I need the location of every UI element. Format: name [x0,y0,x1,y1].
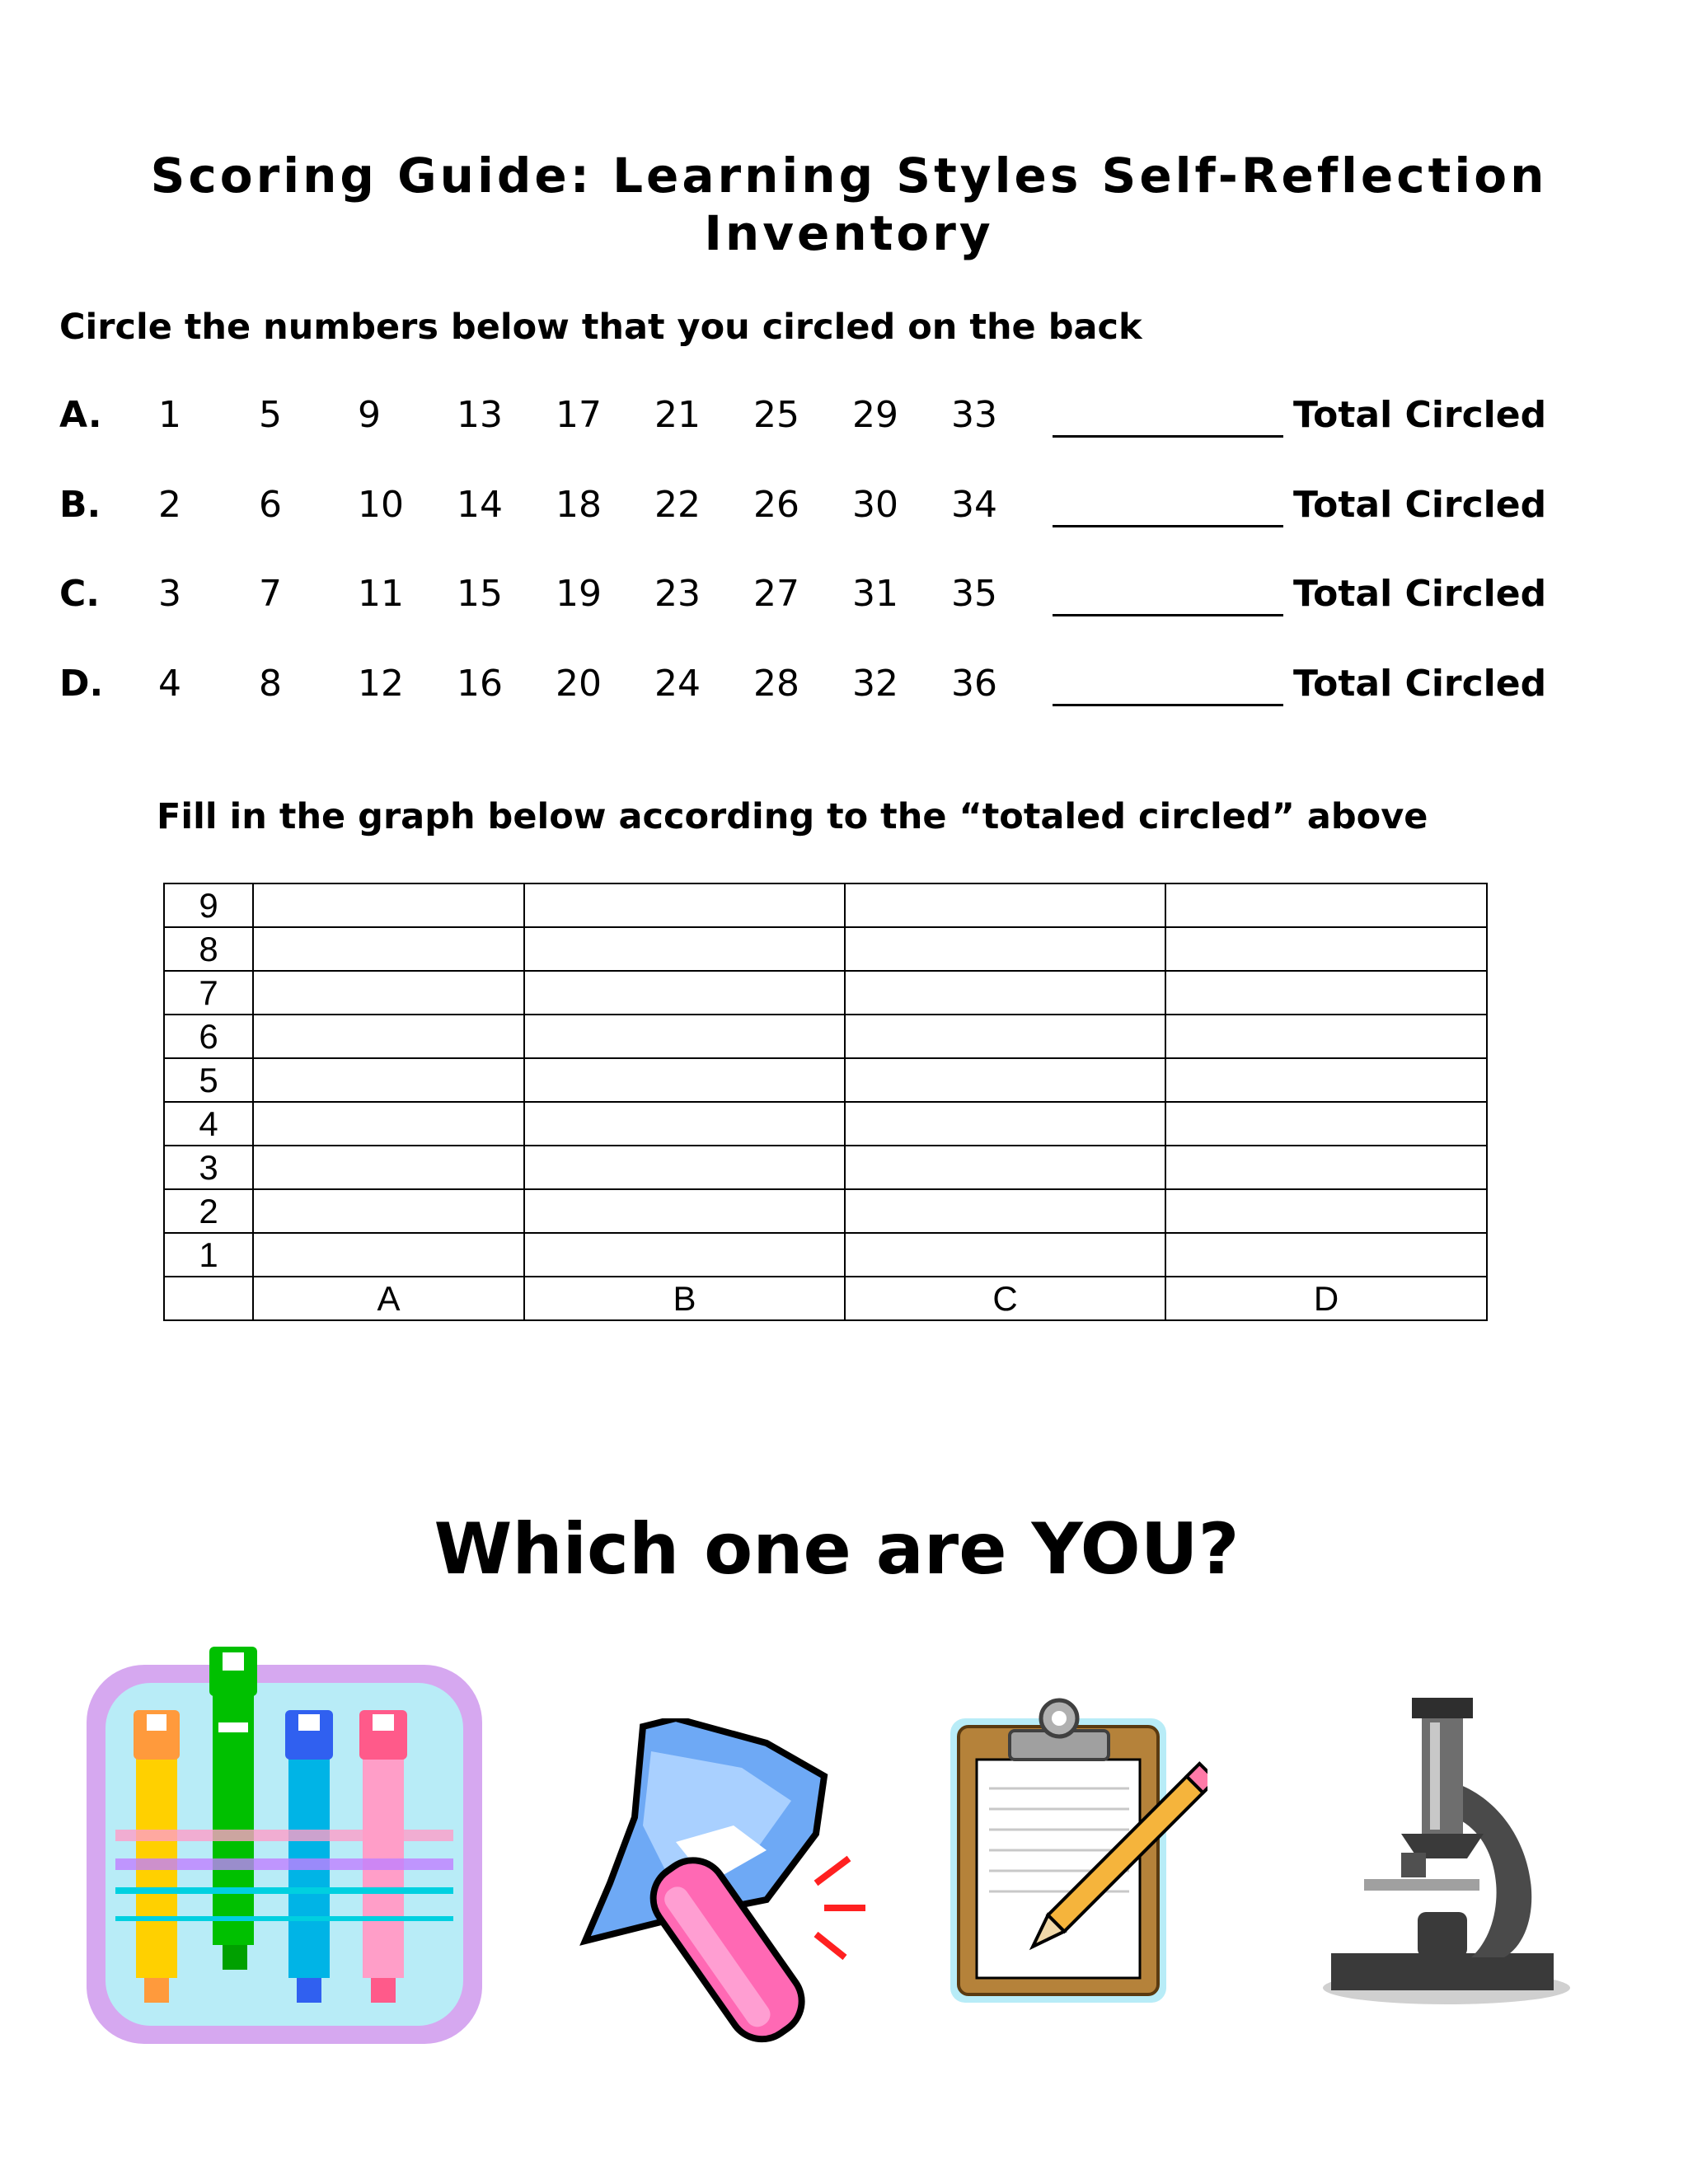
graph-cell[interactable] [1165,971,1487,1015]
graph-cell[interactable] [845,1233,1165,1277]
item-number[interactable]: 1 [158,394,181,436]
graph-row [164,927,1487,971]
item-number[interactable]: 8 [259,663,282,705]
graph-y-label: 8 [164,927,253,971]
graph-column-label: A [253,1277,524,1320]
graph-cell[interactable] [253,927,524,971]
graph-cell[interactable] [1165,1015,1487,1058]
graph-column-label: B [524,1277,845,1320]
graph-row [164,1146,1487,1189]
total-blank-line[interactable] [1053,614,1283,616]
graph-y-label: 4 [164,1102,253,1146]
graph-cell[interactable] [1165,1189,1487,1233]
graph-cell[interactable] [1165,1058,1487,1102]
graph-row [164,1102,1487,1146]
item-number[interactable]: 17 [556,394,602,436]
graph-cell[interactable] [253,883,524,927]
graph-cell[interactable] [845,971,1165,1015]
graph-cell[interactable] [1165,1233,1487,1277]
results-graph [163,883,1488,1321]
score-row-1 [59,484,1625,533]
item-number[interactable]: 26 [753,484,799,526]
graph-cell[interactable] [253,1102,524,1146]
graph-cell[interactable] [524,1233,845,1277]
item-number[interactable]: 24 [654,663,701,705]
graph-cell[interactable] [1165,1102,1487,1146]
graph-cell[interactable] [1165,1146,1487,1189]
item-number[interactable]: 19 [556,573,602,615]
total-circled-label: Total Circled [1293,484,1547,526]
item-number[interactable]: 2 [158,484,181,526]
item-number[interactable]: 31 [852,573,898,615]
graph-cell[interactable] [845,1146,1165,1189]
graph-y-label: 1 [164,1233,253,1277]
graph-cell[interactable] [253,1146,524,1189]
item-number[interactable]: 30 [852,484,898,526]
item-number[interactable]: 6 [259,484,282,526]
item-number[interactable]: 10 [358,484,404,526]
graph-cell[interactable] [845,1102,1165,1146]
graph-cell[interactable] [253,1058,524,1102]
item-number[interactable]: 29 [852,394,898,436]
total-circled-label: Total Circled [1293,394,1547,436]
graph-y-label: 9 [164,883,253,927]
graph-cell[interactable] [524,1058,845,1102]
graph-column-label: D [1165,1277,1487,1320]
item-number[interactable]: 4 [158,663,181,705]
graph-cell[interactable] [524,1189,845,1233]
graph-cell[interactable] [524,971,845,1015]
graph-cell[interactable] [1165,927,1487,971]
paint-tubes-icon [82,1632,486,2052]
graph-cell[interactable] [845,1058,1165,1102]
item-number[interactable]: 12 [358,663,404,705]
score-row-3 [59,663,1625,712]
graph-cell[interactable] [845,927,1165,971]
graph-corner-cell [164,1277,253,1320]
circle-instructions: Circle the numbers below that you circled on the back [59,307,1142,348]
score-row-2 [59,573,1625,622]
graph-instructions: Fill in the graph below according to the “totaled circled” above [157,796,1428,837]
item-number[interactable]: 16 [457,663,503,705]
clipboard-pencil-icon [944,1681,1207,2011]
item-number[interactable]: 5 [259,394,282,436]
item-number[interactable]: 22 [654,484,701,526]
graph-y-label: 3 [164,1146,253,1189]
graph-cell[interactable] [1165,883,1487,927]
graph-column-label-row [164,1277,1487,1320]
item-number[interactable]: 20 [556,663,602,705]
total-circled-label: Total Circled [1293,663,1547,705]
item-number[interactable]: 28 [753,663,799,705]
item-number[interactable]: 9 [358,394,381,436]
total-blank-line[interactable] [1053,704,1283,706]
item-number[interactable]: 13 [457,394,503,436]
graph-column-label: C [845,1277,1165,1320]
graph-cell[interactable] [253,1015,524,1058]
graph-cell[interactable] [524,1015,845,1058]
page-title: Scoring Guide: Learning Styles Self-Reflection Inventory [150,148,1548,261]
graph-y-label: 2 [164,1189,253,1233]
item-number[interactable]: 25 [753,394,799,436]
graph-cell[interactable] [845,883,1165,927]
item-number[interactable]: 15 [457,573,503,615]
item-number[interactable]: 18 [556,484,602,526]
item-number[interactable]: 14 [457,484,503,526]
item-number[interactable]: 21 [654,394,701,436]
graph-row [164,1058,1487,1102]
graph-cell[interactable] [253,1189,524,1233]
graph-row [164,1015,1487,1058]
graph-y-label: 6 [164,1015,253,1058]
graph-row [164,1189,1487,1233]
row-letter: A. [59,394,102,436]
item-number[interactable]: 11 [358,573,404,615]
total-blank-line[interactable] [1053,435,1283,438]
item-number[interactable]: 33 [951,394,997,436]
graph-cell[interactable] [845,1189,1165,1233]
item-number[interactable]: 3 [158,573,181,615]
graph-cell[interactable] [845,1015,1165,1058]
item-number[interactable]: 36 [951,663,997,705]
graph-row [164,1233,1487,1277]
question-heading: Which one are YOU? [434,1508,1240,1591]
item-number[interactable]: 7 [259,573,282,615]
score-row-0 [59,394,1625,443]
graph-row [164,971,1487,1015]
graph-cell[interactable] [524,927,845,971]
graph-cell[interactable] [253,1233,524,1277]
total-blank-line[interactable] [1053,525,1283,527]
row-letter: B. [59,484,101,526]
graph-cell[interactable] [524,883,845,927]
graph-row [164,883,1487,927]
item-number[interactable]: 23 [654,573,701,615]
row-letter: C. [59,573,101,615]
chalk-eraser-icon [577,1718,874,2064]
item-number[interactable]: 27 [753,573,799,615]
graph-cell[interactable] [524,1102,845,1146]
microscope-icon [1323,1681,1578,2007]
graph-cell[interactable] [524,1146,845,1189]
graph-y-label: 7 [164,971,253,1015]
graph-cell[interactable] [253,971,524,1015]
row-letter: D. [59,663,104,705]
total-circled-label: Total Circled [1293,573,1547,615]
graph-y-label: 5 [164,1058,253,1102]
item-number[interactable]: 35 [951,573,997,615]
item-number[interactable]: 32 [852,663,898,705]
item-number[interactable]: 34 [951,484,997,526]
